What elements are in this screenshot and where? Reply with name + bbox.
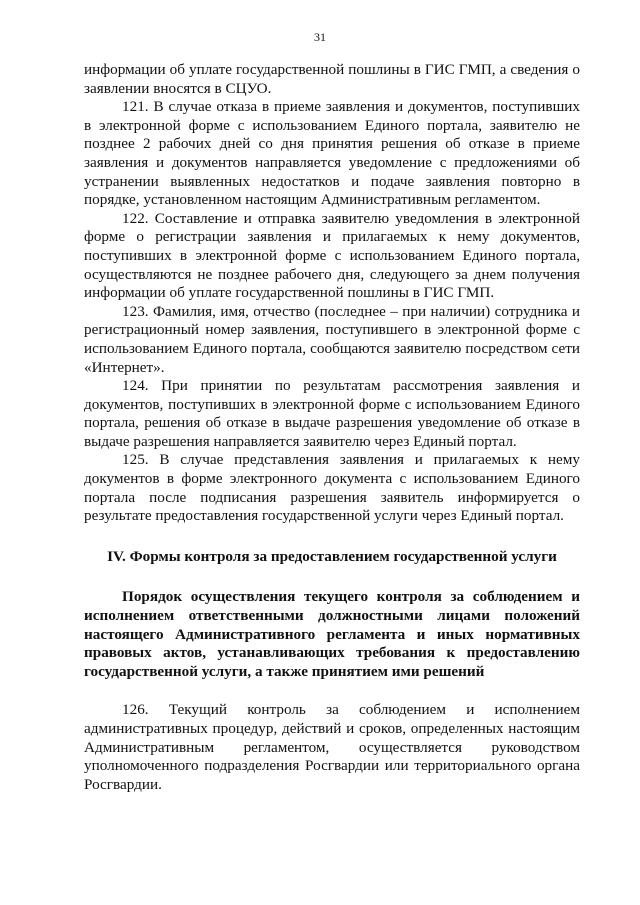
paragraph-123: 123. Фамилия, имя, отчество (последнее – при наличии) сотрудника и регистрационный номер заявления, поступившего в электронной форме с использованием Единого портала, сообщаются заявителю посредством сети «Интернет». (84, 302, 580, 376)
paragraph-124: 124. При принятии по результатам рассмотрения заявления и документов, поступивших в электронной форме с использованием Единого портала, решения об отказе в выдаче разрешения уведомление об отказе в выдаче разрешения направляется заявителю через Единый портал. (84, 377, 580, 450)
page-number: 31 (314, 30, 326, 44)
paragraph-121: 121. В случае отказа в приеме заявления и документов, поступивших в электронной форме с использованием Единого портала, заявителю не позднее 2 рабочих дней со дня принятия решения об отказе в приеме заявления и документов направляется уведомление с предложениями об устранении выявленных недостатков и подаче заявления повторно в порядке, установленном настоящим Административным регламентом. (84, 98, 580, 209)
subsection-heading: Порядок осуществления текущего контроля за соблюдением и исполнением ответственными должностными лицами положений настоящего Административного регламента и иных нормативных правовых актов, устанавливающих требования к предоставлению государственной услуги, а также принятием ими решений (84, 588, 580, 680)
paragraph-122: 122. Составление и отправка заявителю уведомления в электронной форме о регистрации заявления и прилагаемых к нему документов, поступивших в электронной форме с использованием Единого портала, осуществляются не позднее рабочего дня, следующего за днем получения информации об уплате государственной пошлины в ГИС ГМП. (84, 209, 580, 302)
paragraph-125: 125. В случае представления заявления и прилагаемых к нему документов в форме электронного документа с использованием Единого портала после подписания разрешения заявитель информируется о результате предоставления государственной услуги через Единый портал. (84, 451, 580, 525)
paragraph-continuation: информации об уплате государственной пошлины в ГИС ГМП, а сведения о заявлении вносятся в СЦУО. (84, 61, 580, 97)
section-heading-iv: IV. Формы контроля за предоставлением государственной услуги (107, 547, 557, 565)
page-content (84, 61, 580, 794)
paragraph-126: 126. Текущий контроль за соблюдением и исполнением административных процедур, действий и сроков, определенных настоящим Административным регламентом, осуществляется руководством уполномоченного подразделения Росгвардии или территориального органа Росгвардии. (84, 701, 580, 793)
